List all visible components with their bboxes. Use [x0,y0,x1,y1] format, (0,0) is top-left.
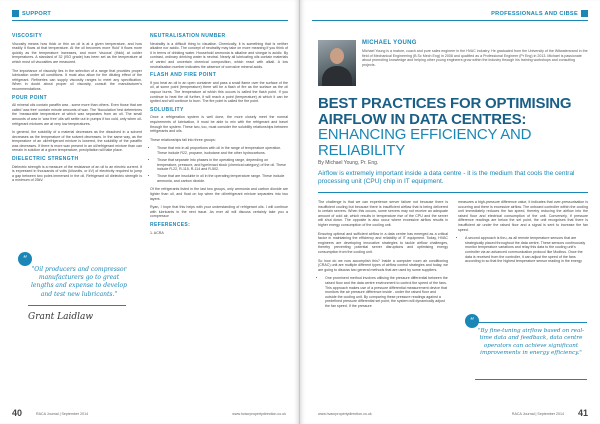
body-paragraph: The challenge is that we can experience server failure not because there is insufficient cooling but because there is insufficient airflow that is being delivered to certain servers. When this occurs, some servers may not receive an adequate amount of cold air, which results in temperature rise of the CPU and the server will shut down. The opposite is also occur where excessive airflow results in higher energy consumption of the cooling unit. [318,200,448,227]
article-byline: By Michael Young, Pr. Eng. [318,160,379,166]
pullquote-text: "Oil producers and compressor manufacturers go to great lengths and expense to develop and test new lubricants." [31,266,127,298]
references-heading: REFERENCES: [150,222,191,228]
left-column-1 [12,32,142,187]
right-header-rule [312,20,588,21]
pour-point-heading: POUR POINT [12,94,48,101]
right-section-label: PROFESSIONALS AND CIBSE [491,10,578,17]
viscosity-paragraph: Viscosity means how thick or thin an oil is at a given temperature, and how readily it flows at that temperature. At the oil becomes more 'fluid' it flows more quickly as the temperature increases, and more 'viscous' (thick) at colder temperatures. A standard of 32 (ISO grade) has been set as the temperature at which most oil viscosities are measured. [12,41,142,64]
left-page-number: 40 [12,408,23,418]
viscosity-heading: VISCOSITY [12,33,43,39]
quote-mark-icon: “ [465,314,479,328]
body-list [325,276,448,308]
pullquote-rule [28,305,126,306]
author-box [318,40,588,90]
pour-point-paragraph: All mineral oils contain paraffin wax - some more than others. Even those that are called 'wax free' contain minute amounts of wax. The 'flocculation' test determines the 'measurable temperature at which wax separates from an oil. The small amounts of wax in 'wax free' oils will settle out in pumps if too cold, only when oil-refrigerant mixtures are at very low temperatures. [12,103,142,126]
flash-fire-heading: FLASH AND FIRE POINT [150,72,217,79]
author-photo [318,40,356,86]
right-pullquote [469,317,587,380]
neutralisation-heading: NEUTRALISATION NUMBER [150,33,226,39]
list-item: • One prominent method involves utilising the pressure differential between the raised floor and the data centre environment to control the speed of the fans. This approach makes use of a pressure differential measurement device that monitors the air pressure difference inside - under the raised floor and outside the cooling unit. By comparing these pressure readings against a predefined pressure differential set point, the system will dynamically adjust the fan speed. If the pressure [325,276,448,308]
author-bio: Michael Young is a mature, coach and pure sales engineer in the HVAC industry. He graduated from the University of the Witwatersrand in the field of Mechanical Engineering (B.Sc Mech Eng) in 2008 and qualified as a Professional Engineer (Pr Eng) in 2013. Michael is passionate about promoting knowledge and helping other young engineers grow within the industry through his training workshops and consulting projects. [362,49,588,67]
article-title-bold: BEST PRACTICES FOR OPTIMISING AIRFLOW IN DATA CENTRES: [318,95,572,128]
article-deck: Airflow is extremely important inside a data centre - it is the medium that cools the central processing unit (CPU) chip in IT equipment. [318,170,575,185]
solubility-paragraph: These relationships fall into three groups: [150,137,216,142]
author-signature: Grant Laidlaw [28,311,94,322]
quote-mark-icon: “ [18,252,32,266]
left-section-label: SUPPORT [22,10,52,17]
solubility-paragraph: Of the refrigerants listed in the last two groups, only ammonia and carbon dioxide are lighter than oil, and float on top when the oil/refrigerant mixture separates into two layers. [150,187,288,201]
right-page-number: 41 [577,408,588,418]
neutralisation-paragraph: Neutrality is a difficult thing to visualise. Chemically, it is something that is neither alkaline nor acidic. The concept of neutrality may take on more meaning if you think of it in terms of drinking water. Household ammonia is alkaline and vinegar is acidic. By contrast, ordinary drinking water is neutral. Nearly all lubricating oils contain materials of varied and uncertain chemical composition, which react with alkali. A low neutralisation number indicates the absence of corrosive mineral acids. [150,41,288,69]
author-face [330,48,344,64]
reference-item: 1. ACRA [150,230,164,235]
viscosity-paragraph: The importance of viscosity lies in the selection of a range that provides proper lubrication under all conditions. It must also allow for the diluting effect of the refrigerant. Refineries can supply viscosity ranges to meet any specification. When in doubt about proper oil viscosity, consult the manufacturer's recommendations. [12,68,142,91]
article-title [318,96,588,158]
solubility-paragraph: Ryan, I hope that this helps with your understanding of refrigerant oils. I will continue with lubricants in the next issue. As ever all will discuss certainly take you a compressor [150,205,288,219]
deck-rule [318,192,588,193]
dielectric-paragraph: Dielectric strength is a measure of the resistance of an oil to an electric current. It is expressed in thousands of volts (kilovolts, or kV) of electricity required to jump a gap between two poles immersed in the oil. Refrigerant oil dielectric strength is a minimum of 25kV. [12,164,142,183]
list-item: • A second approach is thru, as all remote temperature sensors that are strategically placed throughout the data centre. These sensors continuously monitor temperature variations and relay this data to the cooling unit's controller via an advanced communication protocol like Modbus. Once the data is received from the controller, it can adjust the speed of the fans according to so that the highest temperature sensor reading in the energy [465,236,588,264]
list-item: • Those that separate into phases in the operating range, depending on temperature, pressure, and type/exact stock (chemical category) of the oil. These include R-22, R-115, R-114 and R-502. [157,158,288,172]
author-shoulders [322,66,352,86]
left-header-rule [12,20,288,21]
list-item: • Those that are insoluble in oil in the operating temperature range. These include ammonia, and carbon dioxide. [157,174,288,183]
right-page [300,0,600,424]
list-item: • Those that mix in all proportions with oil in the range of temperature operation. These include R22, propane, isobutane and the other hydrocarbons. [157,146,288,155]
section-square-icon [12,10,19,17]
body-list [465,236,588,264]
right-footer-text: RACA Journal | September 2014 [511,412,564,416]
left-pullquote [18,255,136,376]
flash-fire-paragraph: If you heat an oil in an open container and pass a small flame over the surface of the oil, at some point (temperature) there will be a flash of fire as the surface as the oil vapour burns. The temperature at which this occurs is called the flash point. If you continue to heat the oil further, it will reach a point (temperature) at which it can be ignited and will continue to burn. The fire point is called the fire point. [150,80,288,104]
left-column-2 [150,32,288,239]
pullquote-text: "By fine-tuning airflow based on real-time data and feedback, data centre operators can achieve significant improvements in energy efficiency." [477,328,585,357]
left-footer-text: RACA Journal | September 2014 [36,412,89,416]
section-square-icon [581,10,588,17]
article-title-thin: ENHANCING EFFICIENCY AND RELIABILITY [318,126,532,159]
left-footer [0,404,300,418]
left-footer-url: www.hvacrpropertydirection.co.uk [232,412,286,416]
right-column-2 [458,200,588,268]
dielectric-heading: DIELECTRIC STRENGTH [12,156,79,163]
body-paragraph: measures a high-pressure difference value, it indicates that over-pressurisation is occurring and there is excessive airflow. The onboard controller within the cooling unit immediately reduces the fan speed, thereby reducing the airflow into the raised floor and electrical consumption of the unit. Conversely, if pressure difference readings are below the set point, the unit recognises that there is insufficient air under the raised floor and a signal is sent to increase the fan speed. [458,200,588,232]
right-column-1 [318,200,448,312]
solubility-list [157,146,288,183]
right-footer-url: www.hvacrpropertydirection.co.uk [318,412,372,416]
author-name: MICHAEL YOUNG [362,40,417,46]
right-footer [300,404,600,418]
pour-point-paragraph: In general, the solubility of a material decreases as the dissolved in a solvent decreases as the temperature of the solvent decreases. In the same way, as the temperature of an oil/refrigerant mixture is lowered, the solubility of the paraffin wax decreases. If there is more wax present in an oil/refrigerant mixture than can remain in solution at a given temperature, precipitation will take place. [12,130,142,153]
body-paragraph: Ensuring optimal and sufficient airflow in a data centre has emerged as a critical factor in maintaining the efficiency and reliability of IT equipment. Today, HVAC engineers are developing innovative strategies to tackle airflow challenges, thereby preventing potential server disruptions and optimising energy consumption from the cooling unit. [318,231,448,254]
solubility-heading: SOLUBILITY [150,106,184,113]
body-paragraph: So how do we now accomplish this? Inside a computer room air conditioning (CRAC) unit are multiple different types of airflow control strategies and today, we are going to discuss two general methods that are used by some suppliers. [318,258,448,272]
solubility-paragraph: Once a refrigeration system is well done, the more closely meet the normal requirements of lubrication, it must be able to mix with the refrigerant and travel through the system. These two, too, must consider the solubility relationships between refrigerants and oils. [150,115,288,134]
